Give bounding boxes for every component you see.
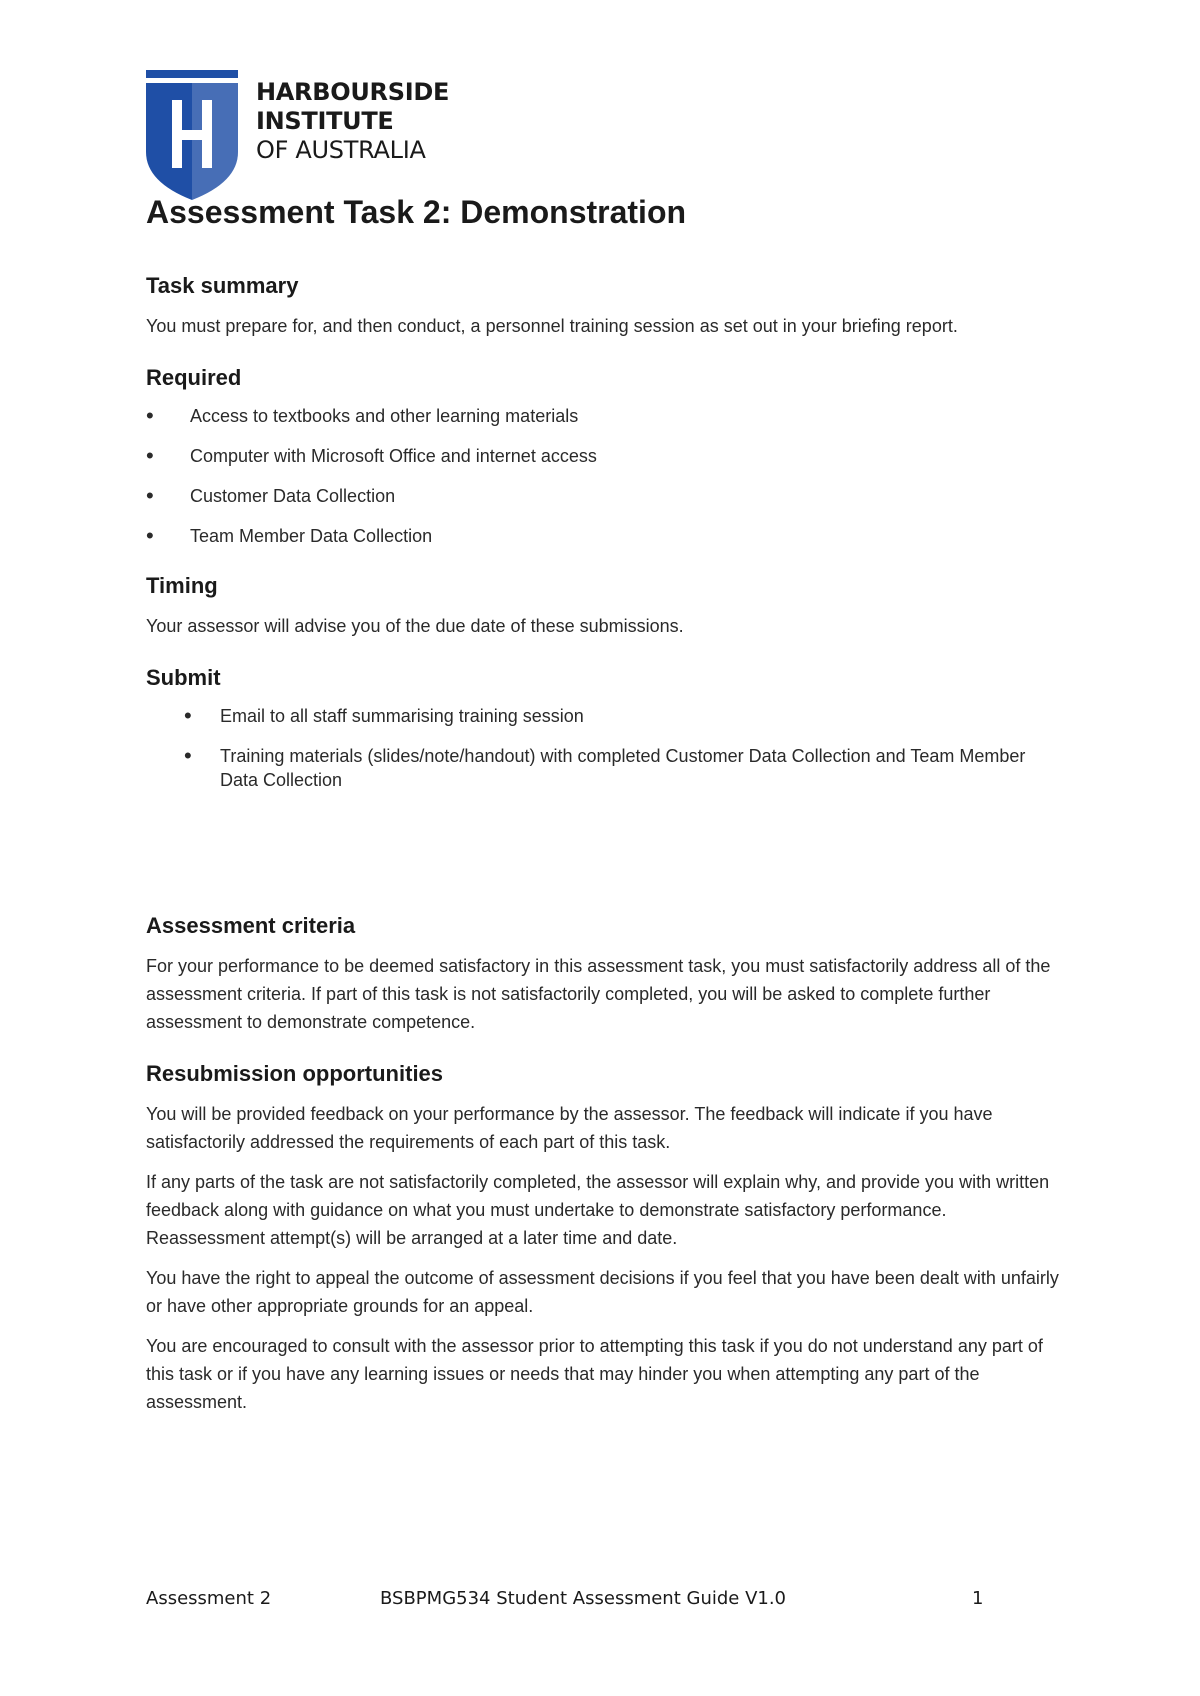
resubmission-heading: Resubmission opportunities	[146, 1061, 444, 1086]
task-summary-text: You must prepare for, and then conduct, a personnel training session as set out in your briefing report.	[146, 316, 958, 336]
footer-guide-title: BSBPMG534 Student Assessment Guide V1.0	[380, 1588, 787, 1609]
logo-wordmark	[256, 78, 449, 165]
spacer	[146, 816, 1066, 912]
document-body	[146, 192, 1066, 1440]
list-item: • Team Member Data Collection	[146, 524, 1066, 548]
assessment-criteria-section	[146, 912, 1066, 1036]
page-title: Assessment Task 2: Demonstration	[146, 194, 687, 230]
timing-section	[146, 572, 1066, 640]
submit-section	[146, 664, 1066, 792]
submit-list	[146, 704, 1066, 792]
list-item: • Computer with Microsoft Office and internet access	[146, 444, 1066, 468]
shield-logo-icon	[146, 70, 238, 200]
resubmission-paragraph: You will be provided feedback on your performance by the assessor. The feedback will indicate if you have satisfactorily addressed the requirements of each part of this task.	[146, 1104, 993, 1152]
resubmission-paragraph: If any parts of the task are not satisfactorily completed, the assessor will explain why, and provide you with written feedback along with guidance on what you must undertake to demonstrate satisfactory performance. Reassessment attempt(s) will be arranged at a later time and date.	[146, 1172, 1050, 1248]
assessment-criteria-heading: Assessment criteria	[146, 913, 356, 938]
assessment-criteria-text: For your performance to be deemed satisfactory in this assessment task, you must satisfactorily address all of the assessment criteria. If part of this task is not satisfactorily completed, you will be asked to complete further assessment to demonstrate competence.	[146, 956, 1051, 1032]
task-summary-heading: Task summary	[146, 273, 299, 298]
task-summary-section	[146, 272, 1066, 340]
logo-line-1: HARBOURSIDE	[256, 78, 450, 106]
logo-line-3: OF AUSTRALIA	[256, 136, 426, 164]
institute-logo	[146, 70, 450, 200]
resubmission-paragraph: You are encouraged to consult with the assessor prior to attempting this task if you do not understand any part of this task or if you have any learning issues or needs that may hinder you when attempting any part of the assessment.	[146, 1336, 1043, 1412]
timing-heading: Timing	[146, 573, 218, 598]
logo-line-2: INSTITUTE	[256, 107, 394, 135]
resubmission-paragraph: You have the right to appeal the outcome of assessment decisions if you feel that you have been dealt with unfairly or have other appropriate grounds for an appeal.	[146, 1268, 1059, 1316]
required-heading: Required	[146, 365, 242, 390]
required-list	[146, 404, 1066, 548]
resubmission-section	[146, 1060, 1066, 1416]
list-item: • Training materials (slides/note/handout) with completed Customer Data Collection and Team Member Data Collection	[146, 744, 1066, 792]
required-section	[146, 364, 1066, 548]
submit-heading: Submit	[146, 665, 221, 690]
footer-assessment-label: Assessment 2	[146, 1588, 272, 1609]
page-number: 1	[972, 1588, 984, 1609]
list-item: • Access to textbooks and other learning materials	[146, 404, 1066, 428]
timing-text: Your assessor will advise you of the due date of these submissions.	[146, 616, 684, 636]
list-item: • Email to all staff summarising training session	[146, 704, 1066, 728]
list-item: • Customer Data Collection	[146, 484, 1066, 508]
